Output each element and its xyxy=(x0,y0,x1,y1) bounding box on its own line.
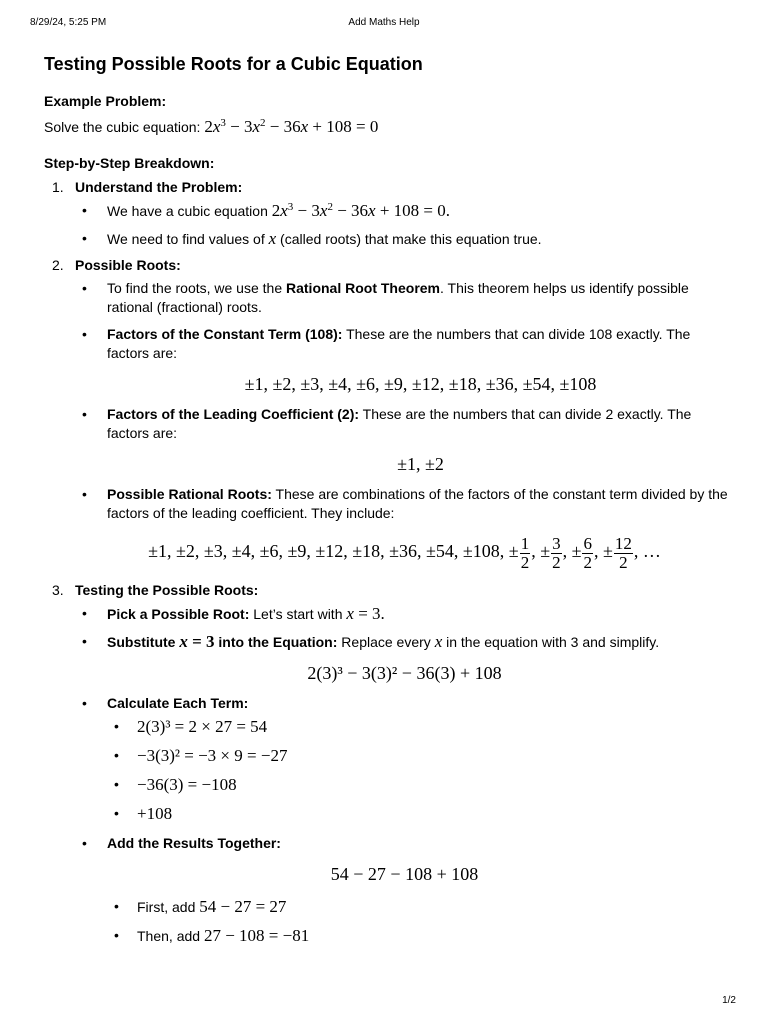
rational-roots-list: ±1, ±2, ±3, ±4, ±6, ±9, ±12, ±18, ±36, ±54, ±108, ± $\frac{1}{2}$ , ± $\frac{3}{2}$ , ± $\frac{6}{2}$ , ± $\frac{12}{2}$ , … xyxy=(148,534,661,572)
step-title: Possible Roots: xyxy=(75,257,181,273)
item-text: (called roots) that make this equation true. xyxy=(276,231,542,247)
item-text: We need to find values of xyxy=(107,231,269,247)
step-1 xyxy=(44,179,734,249)
example-heading: Example Problem: xyxy=(44,93,167,109)
item-bold: Rational Root Theorem xyxy=(286,280,441,296)
roots-text: ±1, ±2, ±3, ±4, ±6, ±9, ±12, ±18, ±36, ±54, ±108, ± xyxy=(148,541,519,562)
sum-expression: 54 − 27 − 108 + 108 xyxy=(330,864,479,884)
factors-2: ±1, ±2 xyxy=(397,454,444,474)
item-text: These are the numbers that can divide 2 exactly. The factors are: xyxy=(107,406,692,441)
cubic-equation: $2x^3 - 3x^2 - 36x + 108 = 0$. xyxy=(271,201,451,220)
item-bold: Factors of the Constant Term (108): xyxy=(107,326,343,342)
fraction: $\frac{12}{2}$ xyxy=(614,534,632,572)
term-item: • First, add 54 − 27 = 27 xyxy=(107,895,734,919)
solve-label: Solve the cubic equation: xyxy=(44,119,205,135)
fraction: $\frac{3}{2}$ xyxy=(552,534,561,572)
step-number: 3. xyxy=(52,582,64,598)
list-item xyxy=(75,279,734,317)
substituted-expression: 2(3)³ − 3(3)² − 36(3) + 108 xyxy=(307,663,502,683)
steps-list xyxy=(44,179,734,948)
item-text: in the equation with 3 and simplify. xyxy=(442,634,660,650)
header-title: Add Maths Help xyxy=(348,17,420,28)
example-statement xyxy=(44,117,734,137)
term-item: • 2(3)³ = 2 × 27 = 54 xyxy=(107,715,734,739)
term-item: • Then, add 27 − 108 = −81 xyxy=(107,924,734,948)
item-bold: Add the Results Together: xyxy=(107,835,281,851)
list-item xyxy=(75,485,734,572)
step-number: 2. xyxy=(52,257,64,273)
math-variable: x xyxy=(268,229,277,248)
item-text: Replace every xyxy=(337,634,435,650)
item-text: . This theorem helps us identify possible rational (fractional) roots. xyxy=(107,280,689,315)
list-item xyxy=(75,405,734,475)
item-bold: Pick a Possible Root: xyxy=(107,606,250,622)
term-item: • −3(3)² = −3 × 9 = −27 xyxy=(107,744,734,768)
step-title: Testing the Possible Roots: xyxy=(75,582,259,598)
step-number: 1. xyxy=(52,179,64,195)
factors-108: ±1, ±2, ±3, ±4, ±6, ±9, ±12, ±18, ±36, ±54, ±108 xyxy=(244,374,597,394)
item-text: These are combinations of the factors of the constant term divided by the factors of the leading coefficient. They include: xyxy=(107,486,728,521)
page-number: 1/2 xyxy=(722,995,736,1006)
item-text: Let’s start with xyxy=(249,606,347,622)
item-bold: Substitute x = 3 into the Equation: xyxy=(107,632,338,651)
list-item: • Substitute x = 3 into the Equation: Replace every x in the equation with 3 and simplify. 2(3)³ − 3(3)² − 36(3) + 108 xyxy=(75,632,734,684)
cubic-equation: $2x^3 - 3x^2 - 36x + 108 = 0$ xyxy=(204,117,379,136)
list-item xyxy=(75,834,734,948)
term-item: • −36(3) = −108 xyxy=(107,773,734,797)
step-title: Understand the Problem: xyxy=(75,179,243,195)
list-item: • Pick a Possible Root: Let’s start with x = 3. xyxy=(75,604,734,624)
item-text: To find the roots, we use the xyxy=(107,280,286,296)
list-item xyxy=(75,201,734,221)
item-bold: Possible Rational Roots: xyxy=(107,486,272,502)
list-item xyxy=(75,694,734,826)
step-2 xyxy=(44,257,734,572)
step-3 xyxy=(44,582,734,948)
fraction: $\frac{1}{2}$ xyxy=(520,534,530,572)
item-bold: Factors of the Leading Coefficient (2): xyxy=(107,406,360,422)
breakdown-heading: Step-by-Step Breakdown: xyxy=(44,155,215,171)
document-body xyxy=(44,54,734,956)
header-datetime: 8/29/24, 5:25 PM xyxy=(30,17,107,28)
list-item xyxy=(75,229,734,249)
item-text: We have a cubic equation xyxy=(107,203,272,219)
item-text: These are the numbers that can divide 108 exactly. The factors are: xyxy=(107,326,691,361)
page-title: Testing Possible Roots for a Cubic Equation xyxy=(44,54,423,74)
list-item xyxy=(75,325,734,395)
item-bold: Calculate Each Term: xyxy=(107,695,249,711)
term-item: • +108 xyxy=(107,802,734,826)
fraction: $\frac{6}{2}$ xyxy=(583,534,592,572)
